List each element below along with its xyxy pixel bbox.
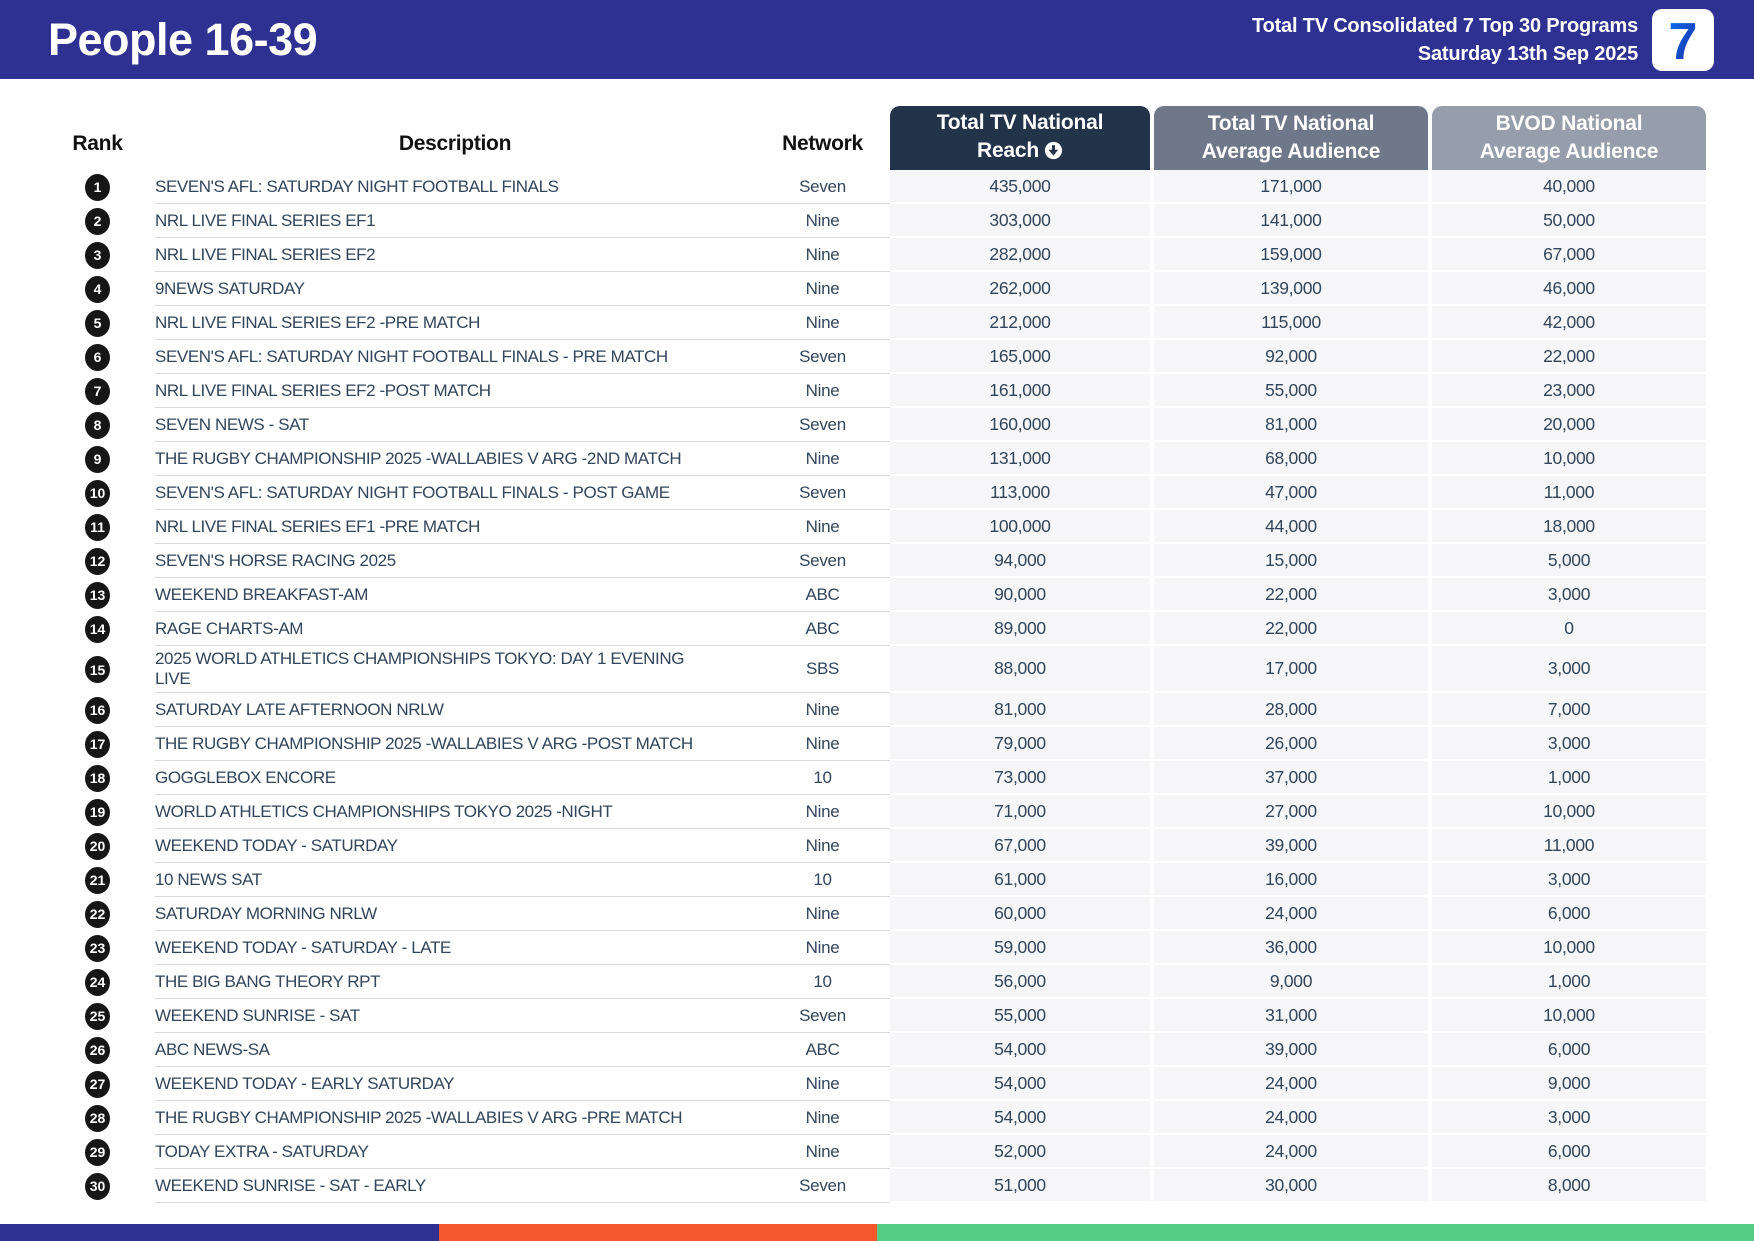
avg-audience-value: 24,000 xyxy=(1154,1067,1428,1101)
program-description: THE RUGBY CHAMPIONSHIP 2025 -WALLABIES V ARG -POST MATCH xyxy=(155,733,693,753)
program-description-cell xyxy=(155,340,755,374)
rank-cell xyxy=(40,544,155,578)
avg-audience-value: 26,000 xyxy=(1154,727,1428,761)
rank-badge: 12 xyxy=(85,548,110,575)
program-description: ABC NEWS-SA xyxy=(155,1039,270,1059)
reach-value: 51,000 xyxy=(890,1169,1150,1203)
program-description-cell xyxy=(155,693,755,727)
avg-audience-value: 36,000 xyxy=(1154,931,1428,965)
avg-audience-value: 81,000 xyxy=(1154,408,1428,442)
avg-audience-value: 139,000 xyxy=(1154,272,1428,306)
program-description-cell xyxy=(155,999,755,1033)
column-header-bvod xyxy=(1432,106,1706,170)
program-description-cell xyxy=(155,1033,755,1067)
program-description-cell xyxy=(155,1067,755,1101)
avg-audience-value: 159,000 xyxy=(1154,238,1428,272)
avg-audience-value: 44,000 xyxy=(1154,510,1428,544)
reach-value: 67,000 xyxy=(890,829,1150,863)
programs-table xyxy=(40,95,1706,1203)
network-cell: Nine xyxy=(755,306,890,340)
reach-value: 73,000 xyxy=(890,761,1150,795)
rank-cell xyxy=(40,340,155,374)
bvod-value: 3,000 xyxy=(1432,863,1706,897)
program-description: 9NEWS SATURDAY xyxy=(155,278,305,298)
reach-value: 100,000 xyxy=(890,510,1150,544)
bvod-value: 40,000 xyxy=(1432,170,1706,204)
column-header-network: Network xyxy=(782,132,863,155)
network-cell: SBS xyxy=(755,646,890,693)
table-header-row xyxy=(40,95,1706,170)
rank-cell xyxy=(40,761,155,795)
svg-text:7: 7 xyxy=(1668,12,1698,71)
rank-cell xyxy=(40,374,155,408)
program-description-cell xyxy=(155,646,755,693)
program-description: NRL LIVE FINAL SERIES EF2 -PRE MATCH xyxy=(155,312,481,332)
reach-value: 52,000 xyxy=(890,1135,1150,1169)
program-description: SEVEN'S AFL: SATURDAY NIGHT FOOTBALL FINALS xyxy=(155,176,559,196)
avg-audience-value: 22,000 xyxy=(1154,578,1428,612)
bvod-value: 3,000 xyxy=(1432,646,1706,693)
bvod-value: 11,000 xyxy=(1432,476,1706,510)
network-cell: Nine xyxy=(755,727,890,761)
avg-audience-value: 47,000 xyxy=(1154,476,1428,510)
table-row xyxy=(40,578,1706,612)
rank-badge: 9 xyxy=(85,446,110,473)
table-row xyxy=(40,544,1706,578)
bvod-value: 3,000 xyxy=(1432,727,1706,761)
rank-cell xyxy=(40,408,155,442)
reach-value: 55,000 xyxy=(890,999,1150,1033)
rank-badge: 19 xyxy=(85,799,110,826)
program-description: NRL LIVE FINAL SERIES EF2 -POST MATCH xyxy=(155,380,491,400)
rank-cell xyxy=(40,693,155,727)
reach-value: 61,000 xyxy=(890,863,1150,897)
seven-network-logo-icon xyxy=(1652,9,1714,71)
avg-audience-value: 24,000 xyxy=(1154,1101,1428,1135)
rank-badge: 29 xyxy=(85,1139,110,1166)
rank-badge: 14 xyxy=(85,616,110,643)
network-cell: Nine xyxy=(755,795,890,829)
table-row xyxy=(40,897,1706,931)
avg-audience-value: 24,000 xyxy=(1154,1135,1428,1169)
avg-audience-value: 9,000 xyxy=(1154,965,1428,999)
table-row xyxy=(40,1169,1706,1203)
network-cell: Nine xyxy=(755,442,890,476)
reach-value: 165,000 xyxy=(890,340,1150,374)
reach-value: 90,000 xyxy=(890,578,1150,612)
bvod-value: 50,000 xyxy=(1432,204,1706,238)
table-row xyxy=(40,1135,1706,1169)
table-row xyxy=(40,727,1706,761)
reach-value: 113,000 xyxy=(890,476,1150,510)
rank-badge: 13 xyxy=(85,582,110,609)
avg-audience-value: 141,000 xyxy=(1154,204,1428,238)
avg-audience-value: 15,000 xyxy=(1154,544,1428,578)
network-cell: Seven xyxy=(755,408,890,442)
footer-color-bar xyxy=(0,1224,1754,1241)
bvod-value: 18,000 xyxy=(1432,510,1706,544)
program-description: NRL LIVE FINAL SERIES EF1 -PRE MATCH xyxy=(155,516,481,536)
table-row xyxy=(40,931,1706,965)
program-description-cell xyxy=(155,727,755,761)
program-description: NRL LIVE FINAL SERIES EF1 xyxy=(155,210,376,230)
bvod-value: 0 xyxy=(1432,612,1706,646)
reach-value: 59,000 xyxy=(890,931,1150,965)
program-description: 2025 WORLD ATHLETICS CHAMPIONSHIPS TOKYO: DAY 1 EVENING LIVE xyxy=(155,649,685,688)
network-cell: Nine xyxy=(755,897,890,931)
bvod-value: 10,000 xyxy=(1432,795,1706,829)
rank-cell xyxy=(40,897,155,931)
table-row xyxy=(40,204,1706,238)
bvod-value: 6,000 xyxy=(1432,897,1706,931)
avg-audience-value: 17,000 xyxy=(1154,646,1428,693)
rank-cell xyxy=(40,510,155,544)
table-row xyxy=(40,612,1706,646)
network-cell: Nine xyxy=(755,272,890,306)
program-description: WEEKEND TODAY - EARLY SATURDAY xyxy=(155,1073,455,1093)
program-description-cell xyxy=(155,1169,755,1203)
reach-value: 435,000 xyxy=(890,170,1150,204)
rank-cell xyxy=(40,170,155,204)
column-header-reach[interactable] xyxy=(890,106,1150,170)
network-cell: Nine xyxy=(755,374,890,408)
bvod-value: 23,000 xyxy=(1432,374,1706,408)
program-description-cell xyxy=(155,612,755,646)
avg-audience-value: 92,000 xyxy=(1154,340,1428,374)
program-description: WEEKEND TODAY - SATURDAY xyxy=(155,835,398,855)
rank-badge: 26 xyxy=(85,1037,110,1064)
reach-value: 60,000 xyxy=(890,897,1150,931)
bvod-value: 1,000 xyxy=(1432,761,1706,795)
program-description-cell xyxy=(155,931,755,965)
reach-value: 56,000 xyxy=(890,965,1150,999)
program-description-cell xyxy=(155,544,755,578)
rank-cell xyxy=(40,965,155,999)
bvod-value: 20,000 xyxy=(1432,408,1706,442)
rank-cell xyxy=(40,863,155,897)
table-row xyxy=(40,1033,1706,1067)
rank-cell xyxy=(40,204,155,238)
bvod-value: 7,000 xyxy=(1432,693,1706,727)
rank-cell xyxy=(40,1169,155,1203)
rank-badge: 8 xyxy=(85,412,110,439)
program-description: SATURDAY MORNING NRLW xyxy=(155,903,377,923)
program-description-cell xyxy=(155,897,755,931)
rank-badge: 4 xyxy=(85,276,110,303)
table-row xyxy=(40,795,1706,829)
program-description-cell xyxy=(155,578,755,612)
reach-value: 88,000 xyxy=(890,646,1150,693)
bvod-value: 9,000 xyxy=(1432,1067,1706,1101)
program-description: RAGE CHARTS-AM xyxy=(155,618,304,638)
green-segment xyxy=(877,1224,1754,1241)
table-row xyxy=(40,761,1706,795)
table-row xyxy=(40,272,1706,306)
page-title: People 16-39 xyxy=(48,13,318,65)
rank-cell xyxy=(40,476,155,510)
reach-value: 71,000 xyxy=(890,795,1150,829)
blue-segment xyxy=(0,1224,439,1241)
rank-badge: 24 xyxy=(85,969,110,996)
rank-cell xyxy=(40,646,155,693)
program-description: NRL LIVE FINAL SERIES EF2 xyxy=(155,244,376,264)
network-cell: Seven xyxy=(755,1169,890,1203)
program-description-cell xyxy=(155,476,755,510)
table-row xyxy=(40,476,1706,510)
program-description-cell xyxy=(155,374,755,408)
bvod-value: 10,000 xyxy=(1432,999,1706,1033)
table-body xyxy=(40,170,1706,1203)
reach-value: 81,000 xyxy=(890,693,1150,727)
table-row xyxy=(40,999,1706,1033)
rank-cell xyxy=(40,578,155,612)
program-description-cell xyxy=(155,965,755,999)
program-description: TODAY EXTRA - SATURDAY xyxy=(155,1141,369,1161)
table-row xyxy=(40,965,1706,999)
program-description: SEVEN'S HORSE RACING 2025 xyxy=(155,550,396,570)
rank-badge: 10 xyxy=(85,480,110,507)
bvod-value: 6,000 xyxy=(1432,1033,1706,1067)
rank-badge: 23 xyxy=(85,935,110,962)
rank-cell xyxy=(40,272,155,306)
avg-audience-value: 27,000 xyxy=(1154,795,1428,829)
program-description-cell xyxy=(155,204,755,238)
reach-value: 262,000 xyxy=(890,272,1150,306)
rank-cell xyxy=(40,1135,155,1169)
network-cell: Seven xyxy=(755,476,890,510)
reach-value: 89,000 xyxy=(890,612,1150,646)
program-description-cell xyxy=(155,1135,755,1169)
program-description: SEVEN'S AFL: SATURDAY NIGHT FOOTBALL FINALS - POST GAME xyxy=(155,482,670,502)
table-row xyxy=(40,1067,1706,1101)
avg-audience-value: 22,000 xyxy=(1154,612,1428,646)
avg-audience-value: 37,000 xyxy=(1154,761,1428,795)
bvod-value: 10,000 xyxy=(1432,442,1706,476)
table-row xyxy=(40,340,1706,374)
program-description-cell xyxy=(155,1101,755,1135)
table-row xyxy=(40,693,1706,727)
network-cell: ABC xyxy=(755,612,890,646)
program-description-cell xyxy=(155,761,755,795)
avg-audience-value: 28,000 xyxy=(1154,693,1428,727)
rank-cell xyxy=(40,306,155,340)
bvod-value: 67,000 xyxy=(1432,238,1706,272)
rank-cell xyxy=(40,238,155,272)
program-description: THE RUGBY CHAMPIONSHIP 2025 -WALLABIES V ARG -PRE MATCH xyxy=(155,1107,683,1127)
rank-cell xyxy=(40,829,155,863)
program-description-cell xyxy=(155,306,755,340)
avg-audience-value: 115,000 xyxy=(1154,306,1428,340)
rank-cell xyxy=(40,442,155,476)
table-row xyxy=(40,408,1706,442)
network-cell: 10 xyxy=(755,863,890,897)
rank-badge: 25 xyxy=(85,1003,110,1030)
program-description: 10 NEWS SAT xyxy=(155,869,262,889)
program-description-cell xyxy=(155,795,755,829)
column-header-avg-audience xyxy=(1154,106,1428,170)
bvod-value: 11,000 xyxy=(1432,829,1706,863)
network-cell: Nine xyxy=(755,693,890,727)
bvod-value: 42,000 xyxy=(1432,306,1706,340)
program-description-cell xyxy=(155,510,755,544)
column-header-reach-label: Total TV National Reach xyxy=(936,110,1104,162)
bvod-value: 6,000 xyxy=(1432,1135,1706,1169)
bvod-value: 3,000 xyxy=(1432,1101,1706,1135)
rank-badge: 17 xyxy=(85,731,110,758)
program-description: THE RUGBY CHAMPIONSHIP 2025 -WALLABIES V ARG -2ND MATCH xyxy=(155,448,682,468)
program-description: WEEKEND BREAKFAST-AM xyxy=(155,584,369,604)
reach-value: 161,000 xyxy=(890,374,1150,408)
rank-cell xyxy=(40,727,155,761)
bvod-value: 1,000 xyxy=(1432,965,1706,999)
rank-cell xyxy=(40,1101,155,1135)
network-cell: Nine xyxy=(755,1067,890,1101)
bvod-value: 5,000 xyxy=(1432,544,1706,578)
rank-badge: 16 xyxy=(85,697,110,724)
column-header-avg-audience-label: Total TV National Average Audience xyxy=(1201,112,1381,163)
rank-badge: 30 xyxy=(85,1173,110,1200)
table-row xyxy=(40,238,1706,272)
network-cell: Nine xyxy=(755,829,890,863)
table-row xyxy=(40,170,1706,204)
program-description: GOGGLEBOX ENCORE xyxy=(155,767,336,787)
column-header-bvod-label: BVOD National Average Audience xyxy=(1479,112,1659,163)
network-cell: Nine xyxy=(755,238,890,272)
reach-value: 303,000 xyxy=(890,204,1150,238)
orange-segment xyxy=(439,1224,878,1241)
table-row xyxy=(40,646,1706,693)
table-row xyxy=(40,863,1706,897)
network-cell: Seven xyxy=(755,340,890,374)
network-cell: Seven xyxy=(755,170,890,204)
table-row xyxy=(40,442,1706,476)
avg-audience-value: 39,000 xyxy=(1154,1033,1428,1067)
reach-value: 212,000 xyxy=(890,306,1150,340)
table-row xyxy=(40,1101,1706,1135)
program-description-cell xyxy=(155,442,755,476)
rank-badge: 28 xyxy=(85,1105,110,1132)
network-cell: 10 xyxy=(755,965,890,999)
program-description-cell xyxy=(155,829,755,863)
rank-cell xyxy=(40,612,155,646)
network-cell: Nine xyxy=(755,931,890,965)
avg-audience-value: 30,000 xyxy=(1154,1169,1428,1203)
program-description: WEEKEND SUNRISE - SAT xyxy=(155,1005,360,1025)
program-description: SEVEN'S AFL: SATURDAY NIGHT FOOTBALL FINALS - PRE MATCH xyxy=(155,346,668,366)
program-description-cell xyxy=(155,408,755,442)
network-cell: ABC xyxy=(755,578,890,612)
column-header-rank: Rank xyxy=(72,132,123,155)
bvod-value: 8,000 xyxy=(1432,1169,1706,1203)
network-cell: Nine xyxy=(755,510,890,544)
program-description-cell xyxy=(155,238,755,272)
program-description: WEEKEND SUNRISE - SAT - EARLY xyxy=(155,1175,426,1195)
program-description: SEVEN NEWS - SAT xyxy=(155,414,309,434)
reach-value: 160,000 xyxy=(890,408,1150,442)
avg-audience-value: 68,000 xyxy=(1154,442,1428,476)
rank-badge: 27 xyxy=(85,1071,110,1098)
reach-value: 54,000 xyxy=(890,1033,1150,1067)
rank-badge: 22 xyxy=(85,901,110,928)
rank-badge: 7 xyxy=(85,378,110,405)
rank-badge: 20 xyxy=(85,833,110,860)
table-row xyxy=(40,374,1706,408)
rank-cell xyxy=(40,795,155,829)
bvod-value: 46,000 xyxy=(1432,272,1706,306)
network-cell: 10 xyxy=(755,761,890,795)
table-row xyxy=(40,829,1706,863)
bvod-value: 10,000 xyxy=(1432,931,1706,965)
network-cell: Nine xyxy=(755,204,890,238)
avg-audience-value: 55,000 xyxy=(1154,374,1428,408)
column-header-description: Description xyxy=(398,132,512,155)
rank-badge: 5 xyxy=(85,310,110,337)
rank-cell xyxy=(40,931,155,965)
rank-cell xyxy=(40,1067,155,1101)
network-cell: Nine xyxy=(755,1101,890,1135)
avg-audience-value: 31,000 xyxy=(1154,999,1428,1033)
report-subtitle-line1: Total TV Consolidated 7 Top 30 Programs xyxy=(1252,14,1638,37)
network-cell: Seven xyxy=(755,544,890,578)
program-description: WEEKEND TODAY - SATURDAY - LATE xyxy=(155,937,451,957)
program-description: SATURDAY LATE AFTERNOON NRLW xyxy=(155,699,444,719)
bvod-value: 22,000 xyxy=(1432,340,1706,374)
reach-value: 54,000 xyxy=(890,1067,1150,1101)
bvod-value: 3,000 xyxy=(1432,578,1706,612)
report-subtitle xyxy=(1252,12,1638,68)
rank-cell xyxy=(40,999,155,1033)
network-cell: Seven xyxy=(755,999,890,1033)
reach-value: 94,000 xyxy=(890,544,1150,578)
circle-arrow-down-icon[interactable] xyxy=(1044,140,1063,168)
reach-value: 131,000 xyxy=(890,442,1150,476)
program-description: WORLD ATHLETICS CHAMPIONSHIPS TOKYO 2025 -NIGHT xyxy=(155,801,613,821)
report-subtitle-line2: Saturday 13th Sep 2025 xyxy=(1417,42,1638,65)
rank-badge: 11 xyxy=(85,514,110,541)
reach-value: 54,000 xyxy=(890,1101,1150,1135)
reach-value: 79,000 xyxy=(890,727,1150,761)
reach-value: 282,000 xyxy=(890,238,1150,272)
program-description-cell xyxy=(155,272,755,306)
table-row xyxy=(40,510,1706,544)
network-cell: Nine xyxy=(755,1135,890,1169)
header-bar xyxy=(0,0,1754,79)
rank-badge: 15 xyxy=(85,656,110,683)
rank-badge: 3 xyxy=(85,242,110,269)
rank-badge: 6 xyxy=(85,344,110,371)
avg-audience-value: 16,000 xyxy=(1154,863,1428,897)
program-description: THE BIG BANG THEORY RPT xyxy=(155,971,381,991)
avg-audience-value: 171,000 xyxy=(1154,170,1428,204)
table-row xyxy=(40,306,1706,340)
network-cell: ABC xyxy=(755,1033,890,1067)
rank-badge: 18 xyxy=(85,765,110,792)
rank-badge: 2 xyxy=(85,208,110,235)
rank-cell xyxy=(40,1033,155,1067)
rank-badge: 21 xyxy=(85,867,110,894)
program-description-cell xyxy=(155,863,755,897)
program-description-cell xyxy=(155,170,755,204)
avg-audience-value: 39,000 xyxy=(1154,829,1428,863)
rank-badge: 1 xyxy=(85,174,110,201)
avg-audience-value: 24,000 xyxy=(1154,897,1428,931)
